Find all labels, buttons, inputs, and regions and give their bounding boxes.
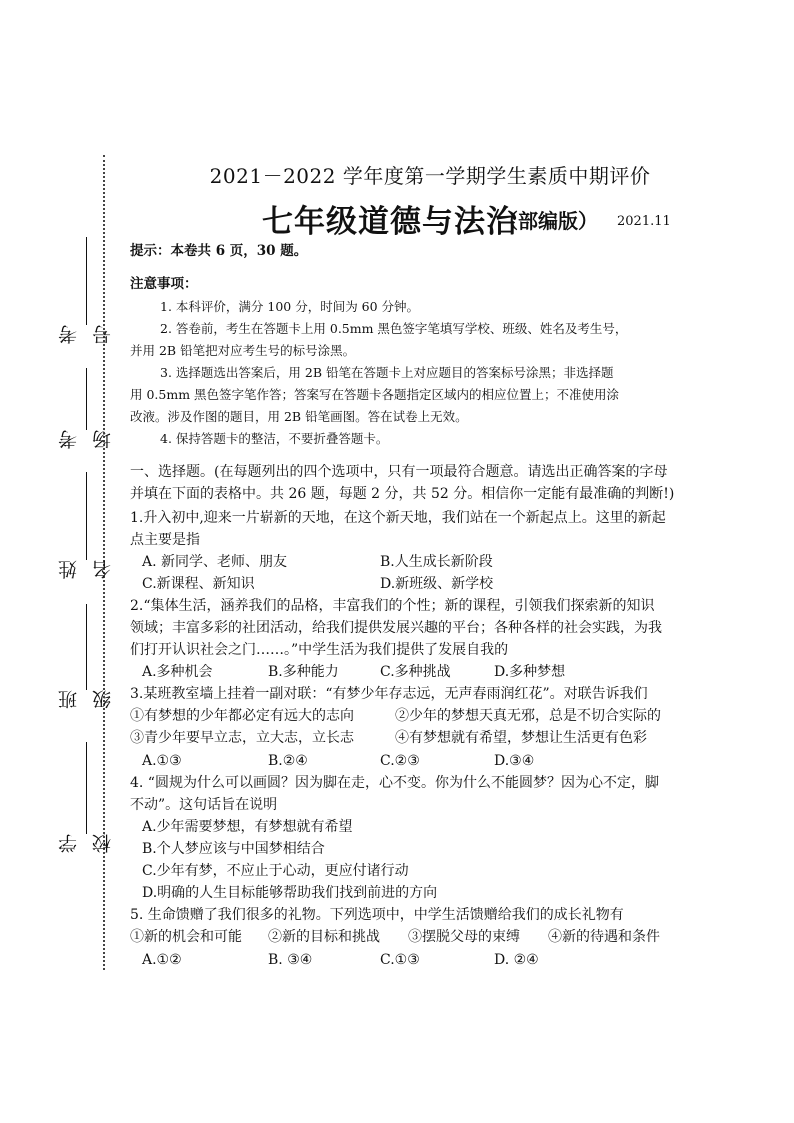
q1-stem-1: 1.升入初中,迎来一片崭新的天地，在这个新天地，我们站在一个新起点上。这里的新起 [130, 510, 666, 526]
field-number-label: 考号 [58, 325, 114, 344]
q2-option-a: A.多种机会 [142, 664, 213, 680]
exam-date: 2021.11 [617, 214, 671, 229]
q4-stem-1: 4. “圆规为什么可以画圆？因为脚在走，心不变。你为什么不能圆梦？因为心不定，脚 [130, 775, 659, 791]
q3-stem: 3.某班教室墙上挂着一副对联：“有梦少年存志远，无声春雨润红花”。对联告诉我们 [130, 686, 648, 702]
note-4: 4. 保持答题卡的整洁，不要折叠答题卡。 [160, 431, 389, 446]
q3-statement-3: ③青少年要早立志，立大志，立长志 [130, 730, 354, 746]
note-3c: 改液。涉及作图的题目，用 2B 铅笔画图。答在试卷上无效。 [130, 409, 468, 424]
q1-stem-2: 点主要是指 [130, 532, 200, 548]
q5-statement-4: ④新的待遇和条件 [548, 929, 660, 945]
q4-option-a: A.少年需要梦想，有梦想就有希望 [142, 819, 353, 835]
section-heading-2: 并填在下面的表格中。共 26 题，每题 2 分，共 52 分。相信你一定能有最准确的判断!) [130, 486, 675, 502]
q5-option-d: D. ②④ [494, 952, 539, 968]
exam-title-line: 2021－2022 学年度第一学期学生素质中期评价 [209, 164, 651, 188]
notes-heading: 注意事项： [130, 276, 198, 292]
field-name-blank [86, 472, 87, 560]
q3-statement-4: ④有梦想就有希望，梦想让生活更有色彩 [395, 730, 647, 746]
note-1: 1. 本科评价，满分 100 分，时间为 60 分钟。 [160, 299, 420, 314]
q3-option-b: B.②④ [268, 753, 308, 769]
q4-stem-2: 不动”。这句话旨在说明 [130, 797, 278, 813]
q1-option-b: B.人生成长新阶段 [380, 554, 493, 570]
field-name-label: 姓名 [58, 560, 114, 579]
q5-statement-3: ③摆脱父母的束缚 [408, 929, 520, 945]
q5-statement-2: ②新的目标和挑战 [268, 929, 380, 945]
q2-stem-2: 领域；丰富多彩的社团活动，给我们提供发展兴趣的平台；各种各样的社会实践，为我 [130, 620, 662, 636]
q4-option-d: D.明确的人生目标能够帮助我们找到前进的方向 [142, 885, 438, 901]
field-room-blank [86, 368, 87, 430]
q2-option-b: B.多种能力 [268, 664, 339, 680]
q2-option-c: C.多种挑战 [380, 664, 451, 680]
q2-stem-3: 们打开认识社会之门……。”中学生活为我们提供了发展自我的 [130, 642, 509, 658]
q5-statement-1: ①新的机会和可能 [130, 929, 242, 945]
q3-option-a: A.①③ [142, 753, 182, 769]
note-2b: 并用 2B 铅笔把对应考生号的标号涂黑。 [130, 343, 356, 358]
q5-option-a: A.①② [142, 952, 182, 968]
field-school-label: 学校 [58, 834, 114, 853]
exam-edition: （部编版） [498, 209, 598, 233]
q3-option-d: D.③④ [494, 753, 535, 769]
field-number-blank [86, 237, 87, 325]
q1-option-a: A. 新同学、老师、朋友 [142, 554, 288, 570]
q3-statement-2: ②少年的梦想天真无邪，总是不切合实际的 [395, 708, 661, 724]
exam-subject-title: 七年级道德与法治 [262, 204, 518, 240]
note-3a: 3. 选择题选出答案后，用 2B 铅笔在答题卡上对应题目的答案标号涂黑；非选择题 [160, 365, 614, 380]
q5-stem: 5. 生命馈赠了我们很多的礼物。下列选项中，中学生活馈赠给我们的成长礼物有 [130, 907, 624, 923]
q3-option-c: C.②③ [380, 753, 420, 769]
section-heading-1: 一、选择题。(在每题列出的四个选项中，只有一项最符合题意。请选出正确答案的字母 [130, 464, 668, 480]
field-school-blank [86, 742, 87, 834]
q5-option-b: B. ③④ [268, 952, 313, 968]
q3-statement-1: ①有梦想的少年都必定有远大的志向 [130, 708, 354, 724]
field-class-blank [86, 604, 87, 690]
q2-stem-1: 2.“集体生活，涵养我们的品格，丰富我们的个性；新的课程，引领我们探索新的知识 [130, 598, 655, 614]
note-2a: 2. 答卷前，考生在答题卡上用 0.5mm 黑色签字笔填写学校、班级、姓名及考生号， [160, 321, 628, 336]
q4-option-b: B.个人梦应该与中国梦相结合 [142, 841, 325, 857]
field-room-label: 考场 [58, 430, 114, 449]
exam-tips: 提示：本卷共 6 页，30 题。 [130, 243, 308, 259]
q2-option-d: D.多种梦想 [494, 664, 566, 680]
q5-option-c: C.①③ [380, 952, 420, 968]
field-class-label: 班级 [58, 690, 114, 709]
q4-option-c: C.少年有梦，不应止于心动，更应付诸行动 [142, 863, 409, 879]
q1-option-d: D.新班级、新学校 [380, 576, 494, 592]
q1-option-c: C.新课程、新知识 [142, 576, 255, 592]
note-3b: 用 0.5mm 黑色签字笔作答；答案写在答题卡各题指定区域内的相应位置上；不准使用涂 [130, 387, 620, 402]
